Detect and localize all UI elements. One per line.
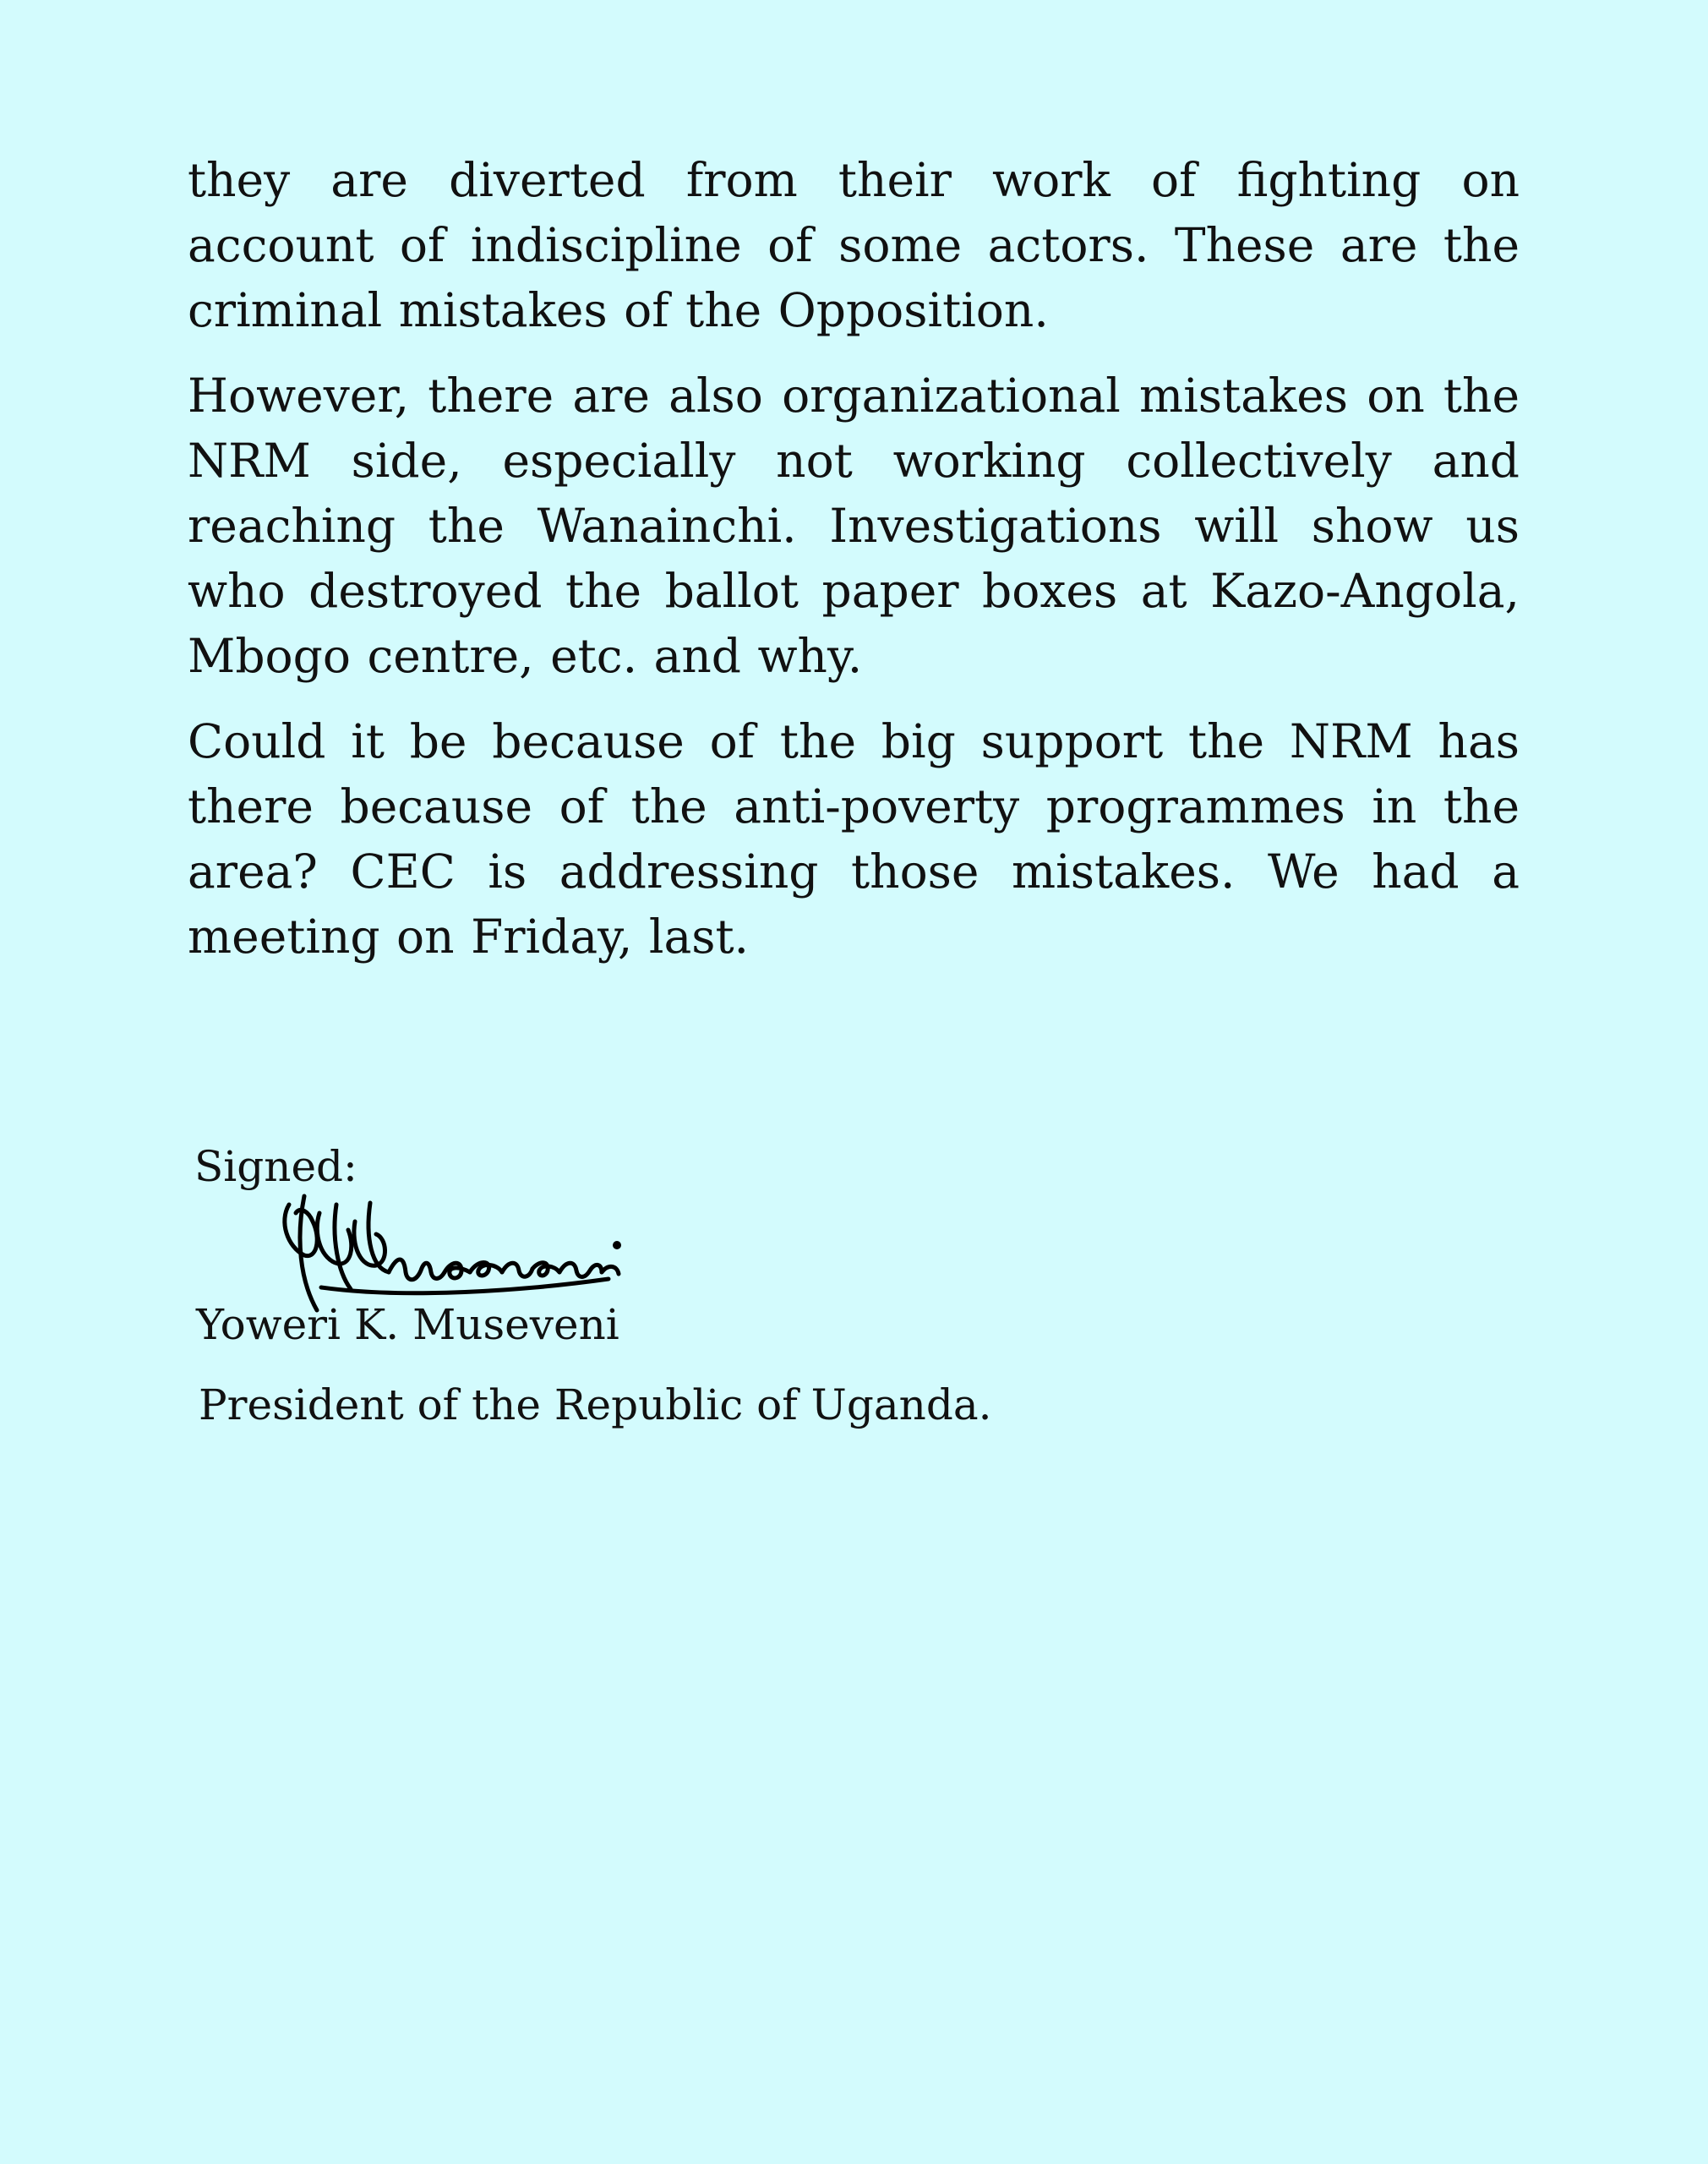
- signer-name: Yoweri K. Museveni: [196, 1300, 619, 1349]
- signed-label: Signed:: [194, 1142, 357, 1191]
- signer-title: President of the Republic of Uganda.: [199, 1380, 992, 1429]
- letter-body: [188, 148, 1520, 990]
- paragraph-3: Could it be because of the big support the NRM has there because of the anti-poverty programmes in the area? CEC is addressing those mistakes. We had a meeting on Friday, last.: [188, 714, 1520, 964]
- paragraph-1: they are diverted from their work of fighting on account of indiscipline of some actors. These are the criminal mistakes of the Opposition.: [188, 153, 1520, 337]
- paragraph-2: However, there are also organizational mistakes on the NRM side, especially not working collectively and reaching the Wanainchi. Investigations will show us who destroyed the ballot paper boxes at Kazo-Angola, Mbogo centre, etc. and why.: [188, 369, 1520, 683]
